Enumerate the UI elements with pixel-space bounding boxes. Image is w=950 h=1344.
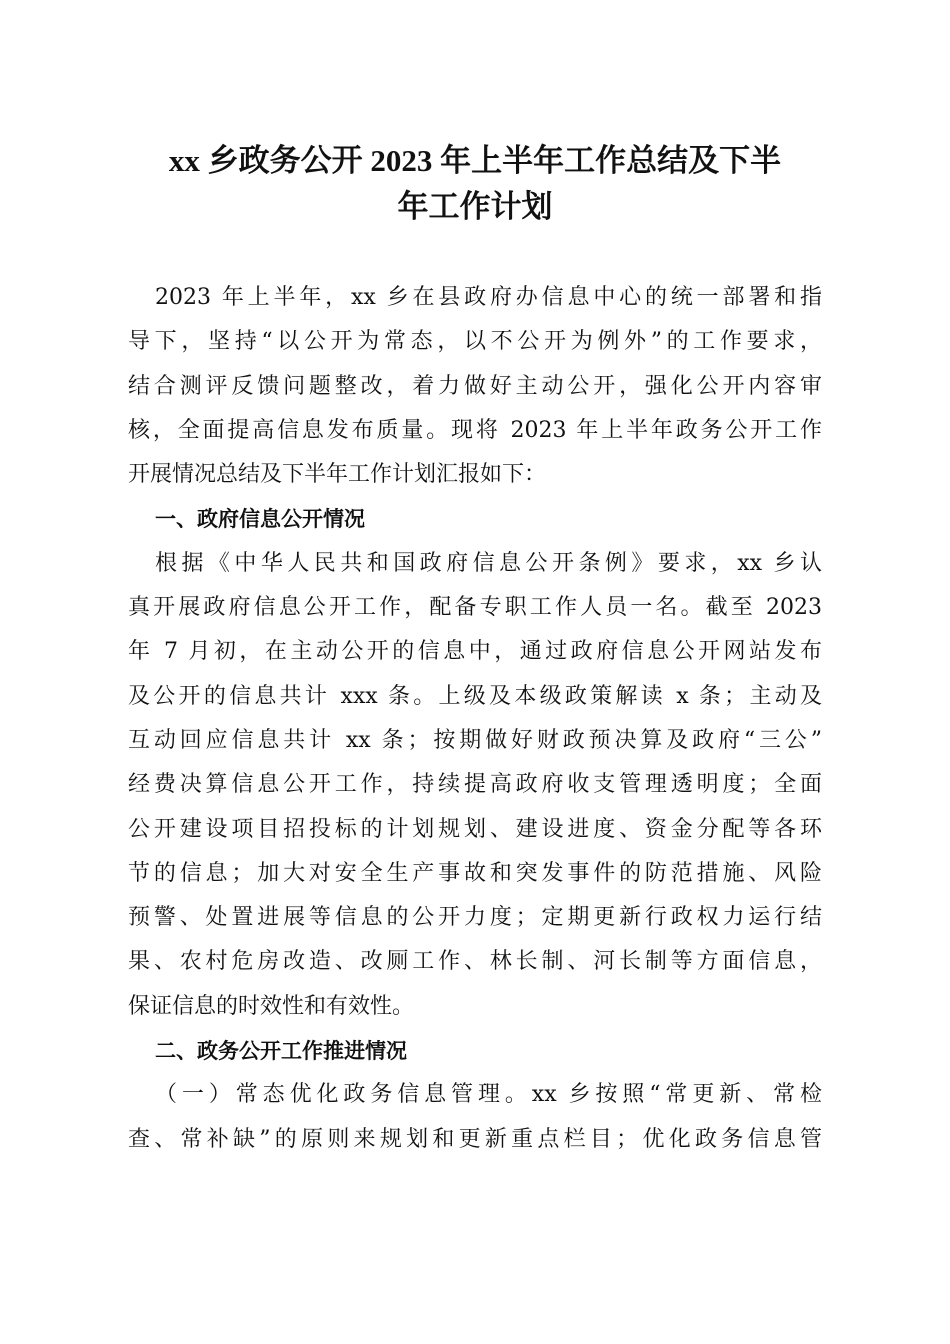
section-heading — [128, 1029, 822, 1073]
text-line: 根据《中华人民共和国政府信息公开条例》要求，xx 乡认 — [155, 550, 822, 576]
document-body — [128, 276, 822, 1162]
text-line: 及公开的信息共计 xxx 条。上级及本级政策解读 x 条；主动及 — [128, 683, 822, 709]
paragraph — [128, 276, 822, 497]
text-line: 公开建设项目招投标的计划规划、建设进度、资金分配等各环 — [128, 816, 822, 842]
paragraph — [128, 542, 822, 1029]
text-line: 核，全面提高信息发布质量。现将 2023 年上半年政务公开工作 — [128, 417, 822, 443]
section-heading — [128, 497, 822, 541]
paragraph — [128, 1073, 822, 1162]
text-line: 开展情况总结及下半年工作计划汇报如下： — [128, 462, 547, 488]
text-line: 结合测评反馈问题整改，着力做好主动公开，强化公开内容审 — [128, 373, 822, 399]
text-line: 二、政务公开工作推进情况 — [155, 1039, 407, 1064]
text-line: 真开展政府信息公开工作，配备专职工作人员一名。截至 2023 — [128, 595, 822, 621]
text-line: 导下，坚持“以公开为常态，以不公开为例外”的工作要求， — [128, 329, 822, 355]
text-line: 节的信息；加大对安全生产事故和突发事件的防范措施、风险 — [128, 860, 822, 886]
title-line: xx 乡政务公开 2023 年上半年工作总结及下半 — [168, 143, 782, 178]
text-line: 预警、处置进展等信息的公开力度；定期更新行政权力运行结 — [128, 905, 822, 931]
text-line: （一）常态优化政务信息管理。xx 乡按照“常更新、常检 — [155, 1082, 822, 1108]
text-line: 年 7 月初，在主动公开的信息中，通过政府信息公开网站发布 — [128, 639, 822, 665]
text-line: 2023 年上半年，xx 乡在县政府办信息中心的统一部署和指 — [155, 285, 822, 310]
text-line: 保证信息的时效性和有效性。 — [128, 993, 415, 1019]
text-line: 经费决算信息公开工作，持续提高政府收支管理透明度；全面 — [128, 772, 822, 798]
text-line: 一、政府信息公开情况 — [155, 507, 365, 532]
title-line: 年工作计划 — [397, 189, 553, 224]
document-title — [100, 138, 850, 230]
text-line: 互动回应信息共计 xx 条；按期做好财政预决算及政府“三公” — [128, 727, 822, 753]
text-line: 查、常补缺”的原则来规划和更新重点栏目；优化政务信息管 — [128, 1126, 822, 1152]
text-line: 果、农村危房改造、改厕工作、林长制、河长制等方面信息， — [128, 949, 822, 975]
